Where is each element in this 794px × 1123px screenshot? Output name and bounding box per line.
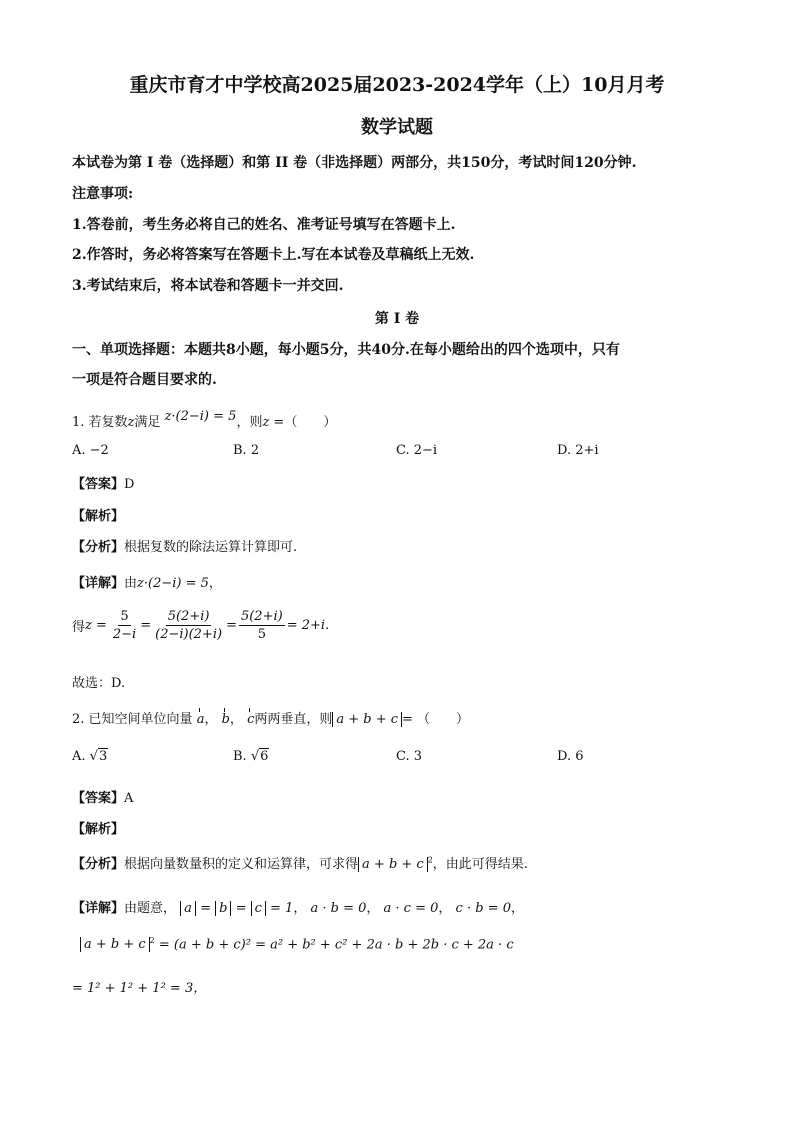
q2-vec-a: a	[196, 712, 205, 727]
q2-option-b-radicand: 6	[260, 749, 269, 764]
q1-answer-value: D	[124, 477, 135, 492]
exam-subtitle: 数学试题	[361, 117, 433, 138]
notice-title: 注意事项:	[72, 186, 134, 202]
q1-frac-1-den: 2−i	[112, 627, 137, 642]
q2-answer-value: A	[124, 791, 134, 806]
notice-item-2: 2.作答时，务必将答案写在答题卡上.写在本试卷及草稿纸上无效.	[72, 247, 475, 263]
q2-dot-ab: a · b = 0	[310, 901, 367, 916]
q1-detail-expr: z·(2−i) = 5	[137, 576, 209, 591]
q2-dot-ac: a · c = 0	[383, 901, 439, 916]
q2-expr: a + b + c	[332, 712, 402, 727]
q1-result: = 2+i	[286, 618, 326, 633]
q1-detail-lead: 由	[124, 576, 138, 591]
q2-option-c: C. 3	[396, 749, 423, 764]
q1-result-end: .	[325, 618, 330, 633]
q2-answer	[72, 787, 133, 806]
q1-detail-tag: 【详解】	[72, 576, 125, 591]
q2-stem: 2. 已知空间单位向量 a， b， c两两垂直，则 a + b + c = （ ）	[72, 712, 470, 727]
notice-item-1: 1.答卷前，考生务必将自己的姓名、准考证号填写在答题卡上.	[72, 217, 456, 233]
q1-frac-2-den: (2−i)(2+i)	[155, 627, 223, 642]
q2-answer-tag: 【答案】	[72, 791, 125, 806]
q1-option-a: A. −2	[72, 443, 109, 458]
q1-ask: ，则	[236, 415, 263, 430]
q2-lead: 2. 已知空间单位向量	[72, 712, 193, 727]
q1-frac-3-num: 5(2+i)	[240, 609, 283, 624]
q1-fenxi-text: 根据复数的除法运算计算即可.	[124, 540, 298, 555]
q2-detail-comma: ，	[293, 901, 307, 916]
q2-option-a: A. √3	[72, 749, 108, 764]
q1-detail	[72, 572, 222, 591]
q1-cond-label: 满足	[134, 415, 161, 430]
q2-detail-line3: = 1² + 1² + 1² = 3，	[72, 981, 207, 996]
q2-fenxi-tag: 【分析】	[72, 857, 125, 872]
q2-vec-c: c	[247, 712, 255, 727]
q1-condition: z·(2−i) = 5	[164, 409, 237, 424]
q1-frac-1	[111, 609, 138, 642]
q2-option-a-label: A.	[72, 749, 86, 764]
q2-option-a-radicand: 3	[98, 749, 108, 764]
q1-option-d: D. 2+i	[557, 443, 599, 458]
q1-derivation: 得 z = $\frac{5}{2-i}$ = $\frac{5(2+i)}{(2-i)(2+i)}$ = $\frac{5(2+i)}{5}$ = 2+i .	[72, 609, 330, 642]
notice-item-3: 3.考试结束后，将本试卷和答题卡一并交回.	[72, 278, 344, 294]
q2-analysis-tag: 【解析】	[72, 822, 125, 837]
q1-frac-3-den: 5	[257, 627, 266, 642]
exam-title: 重庆市育才中学校高2025届2023-2024学年（上）10月月考	[129, 74, 665, 96]
q1-lead: 1. 若复数	[72, 415, 128, 430]
q2-fenxi-end: ，由此可得结果.	[432, 857, 528, 872]
q1-fenxi	[72, 536, 297, 555]
q1-fenxi-tag: 【分析】	[72, 540, 125, 555]
q1-detail-end: ，	[208, 576, 222, 591]
volume-heading: 第 I 卷	[374, 311, 420, 327]
q2-mid: 两两垂直，则	[254, 712, 333, 727]
q2-detail-lead: 由题意，	[124, 901, 177, 916]
q1-analysis-tag: 【解析】	[72, 509, 125, 524]
q2-fenxi-lead: 根据向量数量积的定义和运算律，可求得	[124, 857, 359, 872]
q2-option-d: D. 6	[557, 749, 584, 764]
q1-deduce: 得	[72, 620, 86, 635]
q1-frac-2-num: 5(2+i)	[167, 609, 210, 624]
q2-detail: 【详解】由题意， a = b = c = 1， a · b = 0， a · c = 0， c · b = 0，	[72, 901, 524, 916]
q2-option-b: B. √6	[233, 749, 269, 764]
instructions-intro: 本试卷为第 I 卷（选择题）和第 II 卷（非选择题）两部分，共150分，考试时间120分钟.	[72, 155, 637, 171]
q1-paren: （ ）	[284, 415, 337, 430]
q2-vec-b: b	[221, 712, 230, 727]
q2-line2-lhs: a + b + c	[80, 937, 150, 952]
q2-detail-tag: 【详解】	[72, 901, 125, 916]
q1-frac-3	[239, 609, 285, 642]
q2-paren: = （ ）	[402, 712, 470, 727]
section-heading-line1: 一、单项选择题：本题共8小题，每小题5分，共40分.在每小题给出的四个选项中，只有	[72, 342, 620, 358]
q1-answer-tag: 【答案】	[72, 477, 125, 492]
q2-option-b-label: B.	[233, 749, 247, 764]
q2-line2-rhs: = (a + b + c)² = a² + b² + c² + 2a · b + 2b · c + 2a · c	[158, 937, 514, 953]
q1-var: z	[127, 415, 135, 430]
q1-frac-2	[153, 609, 224, 642]
section-heading-line2: 一项是符合题目要求的.	[72, 372, 217, 388]
q2-dot-cb: c · b = 0	[455, 901, 511, 916]
q2-detail-line2: a + b + c $^2$ = (a + b + c)² = a² + b² + c² + 2a · b + 2b · c + 2a · c	[80, 936, 514, 952]
q1-frac-1-num: 5	[120, 609, 129, 624]
q1-option-b: B. 2	[233, 443, 260, 458]
q2-fenxi-expr: a + b + c	[358, 857, 428, 872]
q2-fenxi: 【分析】根据向量数量积的定义和运算律，可求得 a + b + c $^2$，由此可得结果.	[72, 855, 528, 872]
q1-answer	[72, 473, 134, 492]
q1-stem	[72, 411, 336, 430]
q1-conclusion: 故选：D.	[72, 676, 126, 691]
q1-option-c: C. 2−i	[396, 443, 438, 458]
q1-ask-expr: z =	[262, 415, 285, 430]
